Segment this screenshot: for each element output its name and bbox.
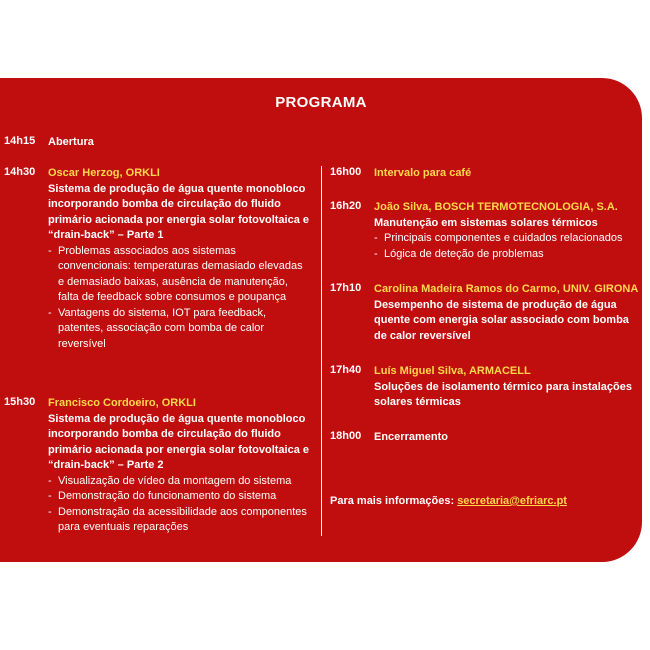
- time-18h00: 18h00: [330, 430, 362, 442]
- session-2-bullets: [48, 474, 316, 536]
- list-item: - Problemas associados aos sistemas convencionais: temperaturas demasiado elevadas e demasiado baixas, ausência de manutenção, falta de feedback sobre consumos e poupança: [48, 244, 310, 306]
- speaker-3: João Silva, BOSCH TERMOTECNOLOGIA, S.A.: [374, 201, 618, 213]
- session-5-desc: Soluções de isolamento térmico para instalações solares térmicas: [374, 380, 632, 408]
- session-4: [374, 282, 640, 344]
- speaker-4: Carolina Madeira Ramos do Carmo, UNIV. GIRONA: [374, 283, 639, 295]
- speaker-1: Oscar Herzog, ORKLI: [48, 167, 160, 179]
- time-17h40: 17h40: [330, 364, 362, 376]
- program-card: [0, 78, 642, 562]
- speaker-5: Luís Miguel Silva, ARMACELL: [374, 365, 531, 377]
- time-16h00: 16h00: [330, 166, 362, 178]
- time-15h30: 15h30: [4, 396, 36, 408]
- break-label: Intervalo para café: [374, 167, 472, 179]
- list-item: - Visualização de vídeo da montagem do sistema: [48, 474, 316, 490]
- opening-label: Abertura: [48, 136, 94, 148]
- list-item: - Lógica de deteção de problemas: [374, 247, 640, 263]
- session-4-desc: Desempenho de sistema de produção de água quente com energia solar associado com bomba de calor reversível: [374, 298, 629, 342]
- closing-label: Encerramento: [374, 431, 448, 443]
- info-line: [330, 494, 567, 509]
- list-item: - Principais componentes e cuidados relacionados: [374, 231, 640, 247]
- time-16h20: 16h20: [330, 200, 362, 212]
- column-divider: [321, 166, 322, 536]
- session-5: [374, 364, 640, 411]
- session-3-desc: Manutenção em sistemas solares térmicos: [374, 216, 598, 229]
- info-label: Para mais informações:: [330, 495, 455, 507]
- list-item: - Demonstração da acessibilidade aos componentes para eventuais reparações: [48, 505, 316, 536]
- time-14h15: 14h15: [4, 135, 36, 147]
- list-item: - Demonstração do funcionamento do sistema: [48, 489, 316, 505]
- session-1-desc: Sistema de produção de água quente monobloco incorporando bomba de circulação do fluido primário acionada por energia solar fotovoltaica e “drain-back” – Parte 1: [48, 182, 310, 241]
- session-1: [48, 166, 310, 352]
- time-17h10: 17h10: [330, 282, 362, 294]
- time-14h30: 14h30: [4, 166, 36, 178]
- session-3: [374, 200, 640, 262]
- session-2-desc: Sistema de produção de água quente monobloco incorporando bomba de circulação do fluido primário acionada por energia solar fotovoltaica e “drain-back” – Parte 2: [48, 412, 310, 471]
- session-3-bullets: [374, 231, 640, 262]
- session-2: [48, 396, 316, 536]
- session-1-bullets: [48, 244, 310, 353]
- list-item: - Vantagens do sistema, IOT para feedback, patentes, associação com bomba de calor reversível: [48, 306, 310, 353]
- program-title: PROGRAMA: [275, 94, 367, 111]
- speaker-2: Francisco Cordoeiro, ORKLI: [48, 397, 196, 409]
- email-link[interactable]: secretaria@efriarc.pt: [457, 495, 567, 507]
